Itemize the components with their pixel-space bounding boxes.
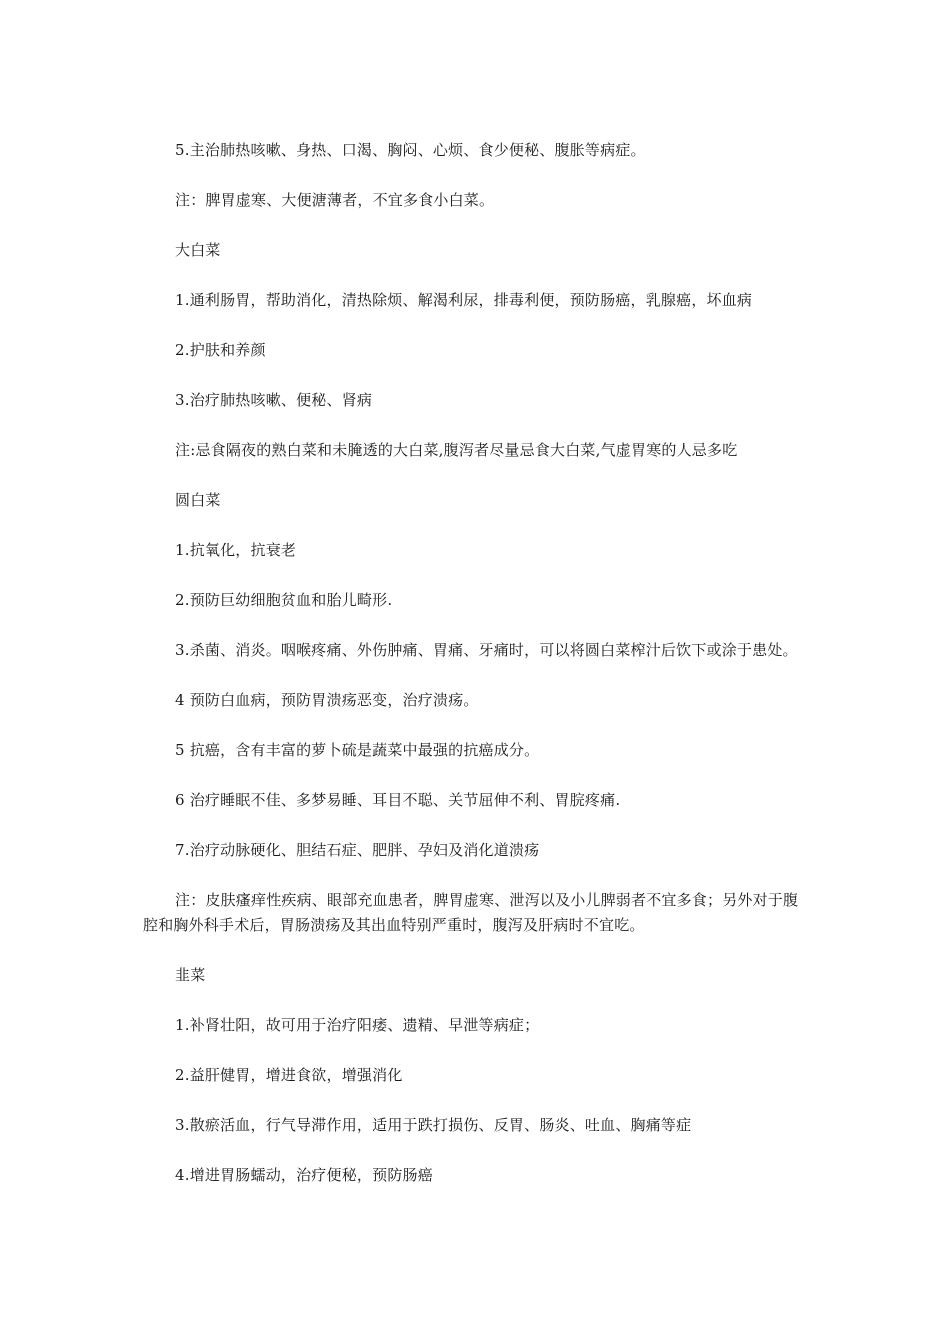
paragraph-xiaobaicai-note: 注：脾胃虚寒、大便溏薄者，不宜多食小白菜。 [175, 191, 495, 209]
paragraph-yuanbaicai-item-3: 3.杀菌、消炎。咽喉疼痛、外伤肿痛、胃痛、牙痛时，可以将圆白菜榨汁后饮下或涂于患处。 [175, 641, 798, 659]
paragraph-dabaicai-item-1: 1.通利肠胃，帮助消化，清热除烦、解渴利尿，排毒利便，预防肠癌，乳腺癌，坏血病 [175, 291, 753, 309]
paragraph-dabaicai-item-2: 2.护肤和养颜 [175, 341, 266, 359]
paragraph-dabaicai-item-3: 3.治疗肺热咳嗽、便秘、肾病 [175, 391, 373, 409]
heading-dabaicai: 大白菜 [175, 241, 221, 259]
paragraph-yuanbaicai-item-1: 1.抗氧化，抗衰老 [175, 541, 297, 559]
paragraph-yuanbaicai-item-4: 4 预防白血病，预防胃溃疡恶变，治疗溃疡。 [175, 691, 479, 709]
paragraph-yuanbaicai-note: 注：皮肤瘙痒性疾病、眼部充血患者，脾胃虚寒、泄泻以及小儿脾弱者不宜多食；另外对于腹腔和胸外科手术后，胃肠溃疡及其出血特别严重时，腹泻及肝病时不宜吃。 [143, 891, 799, 934]
document-body [143, 138, 811, 1213]
paragraph-yuanbaicai-item-7: 7.治疗动脉硬化、胆结石症、肥胖、孕妇及消化道溃疡 [175, 841, 540, 859]
paragraph-dabaicai-note: 注:忌食隔夜的熟白菜和未腌透的大白菜,腹泻者尽量忌食大白菜,气虚胃寒的人忌多吃 [175, 441, 738, 459]
paragraph-jiucai-item-2: 2.益肝健胃，增进食欲，增强消化 [175, 1066, 403, 1084]
heading-jiucai: 韭菜 [175, 966, 206, 984]
paragraph-yuanbaicai-item-6: 6 治疗睡眠不佳、多梦易睡、耳目不聪、关节屈伸不利、胃脘疼痛. [175, 791, 621, 809]
paragraph-yuanbaicai-item-5: 5 抗癌，含有丰富的萝卜硫是蔬菜中最强的抗癌成分。 [175, 741, 540, 759]
paragraph-jiucai-item-4: 4.增进胃肠蠕动，治疗便秘，预防肠癌 [175, 1166, 433, 1184]
paragraph-xiaobaicai-item-5: 5.主治肺热咳嗽、身热、口渴、胸闷、心烦、食少便秘、腹胀等病症。 [175, 141, 646, 159]
heading-yuanbaicai: 圆白菜 [175, 491, 221, 509]
paragraph-jiucai-item-3: 3.散瘀活血，行气导滞作用，适用于跌打损伤、反胃、肠炎、吐血、胸痛等症 [175, 1116, 692, 1134]
paragraph-jiucai-item-1: 1.补肾壮阳，故可用于治疗阳痿、遗精、早泄等病症； [175, 1016, 540, 1034]
paragraph-yuanbaicai-item-2: 2.预防巨幼细胞贫血和胎儿畸形. [175, 591, 393, 609]
